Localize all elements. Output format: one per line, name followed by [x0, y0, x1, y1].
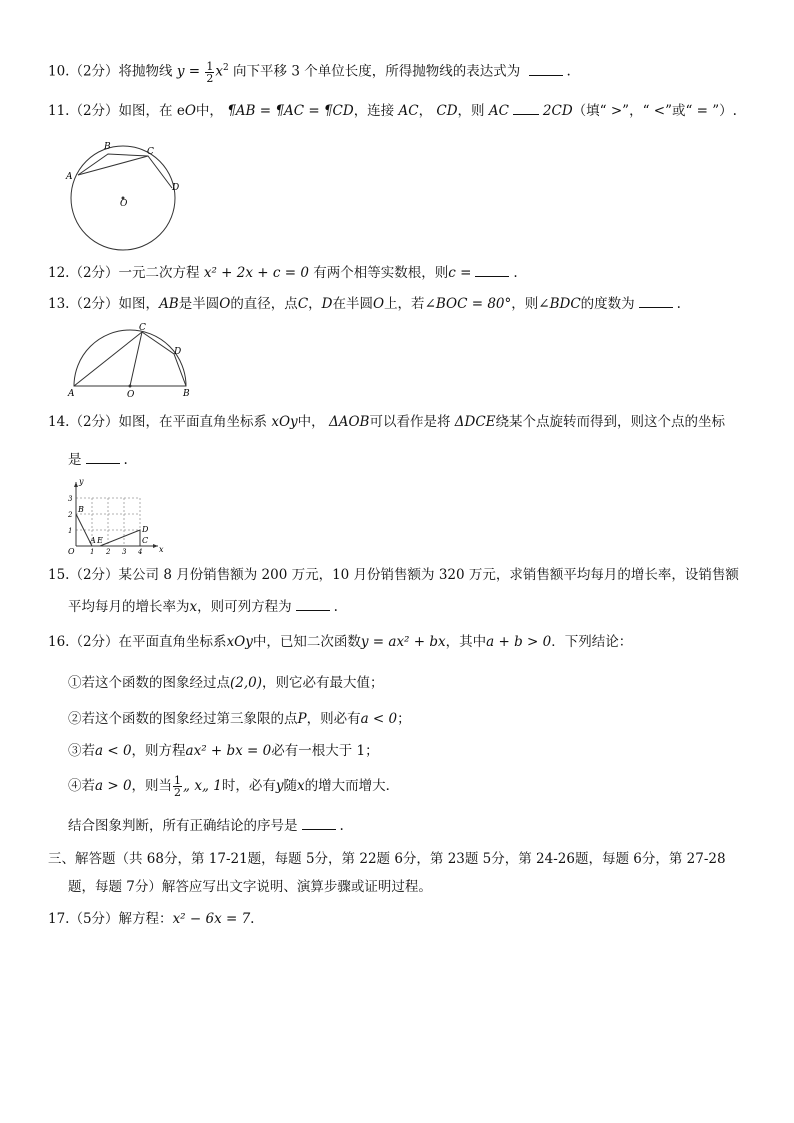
- q10-eq-lhs: y =: [176, 63, 201, 80]
- q12-answer-blank[interactable]: [475, 264, 509, 277]
- figure-14-coordinate-grid: [64, 476, 168, 556]
- q11-arcs: ¶AB = ¶AC = ¶CD: [227, 103, 354, 119]
- figure-13-semicircle: [62, 322, 198, 398]
- fig13-label-O: O: [127, 390, 135, 398]
- question-14-line2: 是 .: [68, 452, 128, 468]
- question-13: 13.（2分）如图，AB是半圆O的直径，点C，D在半圆O上，若∠BOC = 80°，则∠BDC的度数为 .: [48, 296, 681, 312]
- section-3-header: 三、解答题（共 68分，第 17-21题，每题 5分，第 22题 6分，第 23题 5分，第 24-26题，每题 6分，第 27-28: [48, 851, 726, 867]
- q16-statement-2: ②若这个函数的图象经过第三象限的点P，则必有a < 0；: [68, 711, 411, 727]
- q10-prefix: 10.（2分）将抛物线: [48, 63, 173, 80]
- fig11-label-D: D: [172, 183, 180, 193]
- fig14-origin: O: [68, 547, 75, 556]
- svg-text:3: 3: [68, 495, 73, 503]
- q16-conclusion: 结合图象判断，所有正确结论的序号是 .: [68, 818, 344, 834]
- question-11: 11.（2分）如图，在 eO中， ¶AB = ¶AC = ¶CD，连接 AC， CD，则 AC 2CD（填“ >”，“ <”或“ = ”）.: [48, 103, 737, 119]
- svg-text:2: 2: [106, 548, 111, 556]
- q12-equation: x² + 2x + c = 0: [203, 265, 309, 281]
- fig13-label-A: A: [68, 389, 75, 398]
- svg-text:3: 3: [122, 548, 127, 556]
- q10-eq-var: x: [215, 63, 224, 80]
- q11-prefix: 11.（2分）如图，在 e: [48, 103, 185, 119]
- q11-answer-blank[interactable]: [513, 102, 539, 115]
- fig11-label-B: B: [104, 142, 111, 152]
- fig11-label-C: C: [147, 147, 154, 157]
- question-14: 14.（2分）如图，在平面直角坐标系 xOy中， ΔAOB可以看作是将 ΔDCE绕某个点旋转而得到，则这个点的坐标: [48, 414, 726, 430]
- q16-answer-blank[interactable]: [302, 817, 336, 830]
- question-15: 15.（2分）某公司 8 月份销售额为 200 万元，10 月份销售额为 320 万元，求销售额平均每月的增长率，设销售额: [48, 567, 739, 583]
- fig11-label-O: O: [120, 199, 128, 209]
- svg-text:1: 1: [68, 527, 73, 535]
- fig14-axis-y: y: [79, 477, 84, 486]
- q10-exp: 2: [223, 63, 229, 73]
- question-16: 16.（2分）在平面直角坐标系xOy中，已知二次函数y = ax² + bx，其中a + b > 0．下列结论：: [48, 634, 633, 650]
- svg-text:1: 1: [90, 548, 95, 556]
- q10-suffix: 向下平移 3 个单位长度，所得抛物线的表达式为: [233, 63, 521, 80]
- q14-answer-blank[interactable]: [86, 451, 120, 464]
- q16-statement-1: ①若这个函数的图象经过点(2,0)，则它必有最大值；: [68, 675, 384, 691]
- q17-equation: x² − 6x = 7: [172, 911, 251, 927]
- question-15-line2: 平均每月的增长率为x，则可列方程为 .: [68, 599, 338, 615]
- svg-text:4: 4: [138, 548, 143, 556]
- fig11-label-A: A: [66, 172, 73, 182]
- q10-answer-blank[interactable]: [529, 63, 563, 76]
- q15-answer-blank[interactable]: [296, 598, 330, 611]
- q16-statement-4: ④若a > 0，则当 $\frac{1}{2}$ „ x„ 1时，必有y随x的增大而增大．: [68, 774, 400, 799]
- fig14-label-C: C: [142, 536, 149, 545]
- section-3-header-line2: 题，每题 7分）解答应写出文字说明、演算步骤或证明过程。: [68, 879, 432, 895]
- fig13-label-C: C: [139, 323, 146, 333]
- fig14-axis-x: x: [159, 545, 164, 554]
- figure-11-circle: [64, 138, 194, 254]
- q16-s4-fraction: $\frac{1}{2}$: [174, 774, 182, 799]
- q13-answer-blank[interactable]: [639, 295, 673, 308]
- fig14-label-E: E: [97, 536, 103, 545]
- fig13-label-D: D: [174, 347, 182, 357]
- fig14-label-B: B: [78, 505, 84, 514]
- fig14-label-A: A: [90, 536, 96, 545]
- question-12: 12.（2分）一元二次方程 x² + 2x + c = 0 有两个相等实数根，则c = .: [48, 265, 518, 281]
- q10-fraction: $\frac{1}{2}$: [206, 59, 214, 85]
- q16-statement-3: ③若a < 0，则方程ax² + bx = 0必有一根大于 1；: [68, 743, 379, 759]
- fig14-label-D: D: [142, 525, 149, 534]
- question-17: 17.（5分）解方程：x² − 6x = 7.: [48, 911, 255, 927]
- question-10: 10.（2分）将抛物线 y = $\frac{1}{2}$ $x^2$ 向下平移 3 个单位长度，所得抛物线的表达式为 .: [48, 59, 571, 85]
- svg-text:2: 2: [68, 511, 73, 519]
- fig13-label-B: B: [183, 389, 190, 398]
